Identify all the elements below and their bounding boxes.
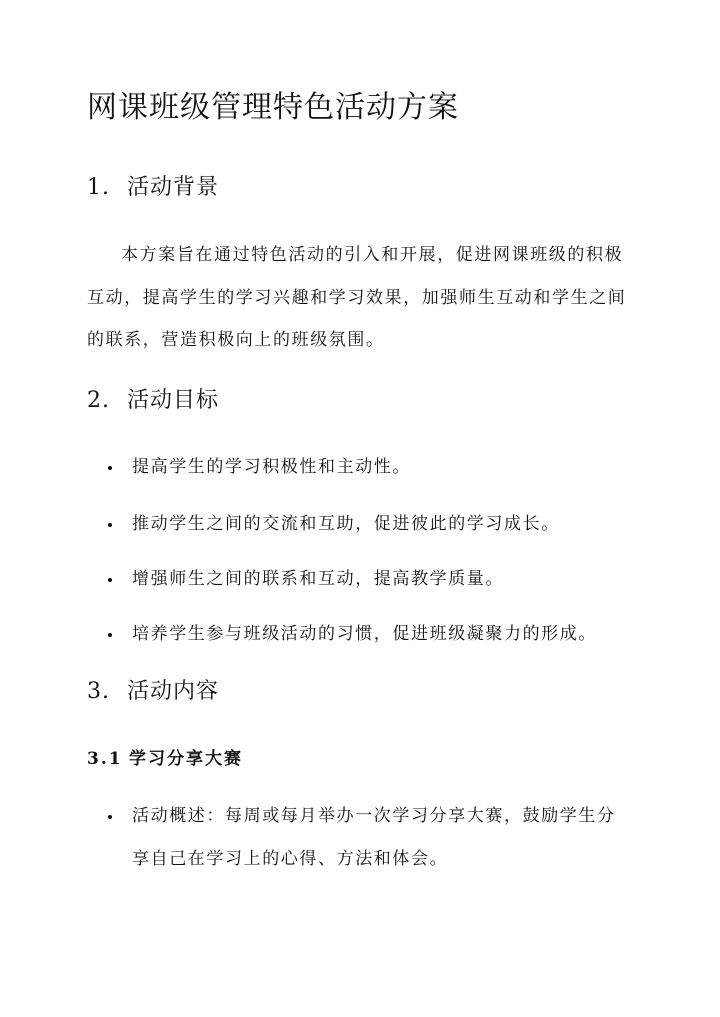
section-title: 活动内容 xyxy=(127,679,220,704)
bullet-dot xyxy=(108,815,112,819)
section-heading-3 xyxy=(87,677,219,707)
bullet-dot xyxy=(108,633,112,637)
list-item-text: 培养学生参与班级活动的习惯，促进班级凝聚力的形成。 xyxy=(132,624,597,644)
list-item xyxy=(112,454,411,480)
subsection-number: 3.1 xyxy=(87,749,123,769)
document-title: 网课班级管理特色活动方案 xyxy=(87,90,459,125)
paragraph-line: 互动，提高学生的学习兴趣和学习效果，加强师生互动和学生之间 xyxy=(87,288,627,308)
section-number: 1. xyxy=(87,175,110,200)
list-item xyxy=(112,803,616,829)
paragraph-line: 本方案旨在通过特色活动的引入和开展，促进网课班级的积极 xyxy=(121,245,624,265)
list-item xyxy=(112,511,560,537)
section-title: 活动背景 xyxy=(127,175,220,200)
list-item xyxy=(112,621,597,647)
subsection-heading xyxy=(87,746,243,772)
list-item-text: 活动概述：每周或每月举办一次学习分享大赛，鼓励学生分 xyxy=(132,806,616,826)
section-title: 活动目标 xyxy=(127,388,220,413)
list-item-text: 推动学生之间的交流和互助，促进彼此的学习成长。 xyxy=(132,514,560,534)
subsection-title: 学习分享大赛 xyxy=(129,749,243,769)
paragraph-line: 的联系，营造积极向上的班级氛围。 xyxy=(87,330,385,350)
bullet-dot xyxy=(108,466,112,470)
list-item-continuation: 享自己在学习上的心得、方法和体会。 xyxy=(132,849,449,869)
list-item xyxy=(112,566,504,592)
list-item-text: 增强师生之间的联系和互动，提高教学质量。 xyxy=(132,569,504,589)
section-heading-1 xyxy=(87,173,219,203)
section-number: 3. xyxy=(87,679,110,704)
section-number: 2. xyxy=(87,388,110,413)
list-item-text: 提高学生的学习积极性和主动性。 xyxy=(132,457,411,477)
bullet-dot xyxy=(108,523,112,527)
section-heading-2 xyxy=(87,386,219,416)
bullet-dot xyxy=(108,578,112,582)
